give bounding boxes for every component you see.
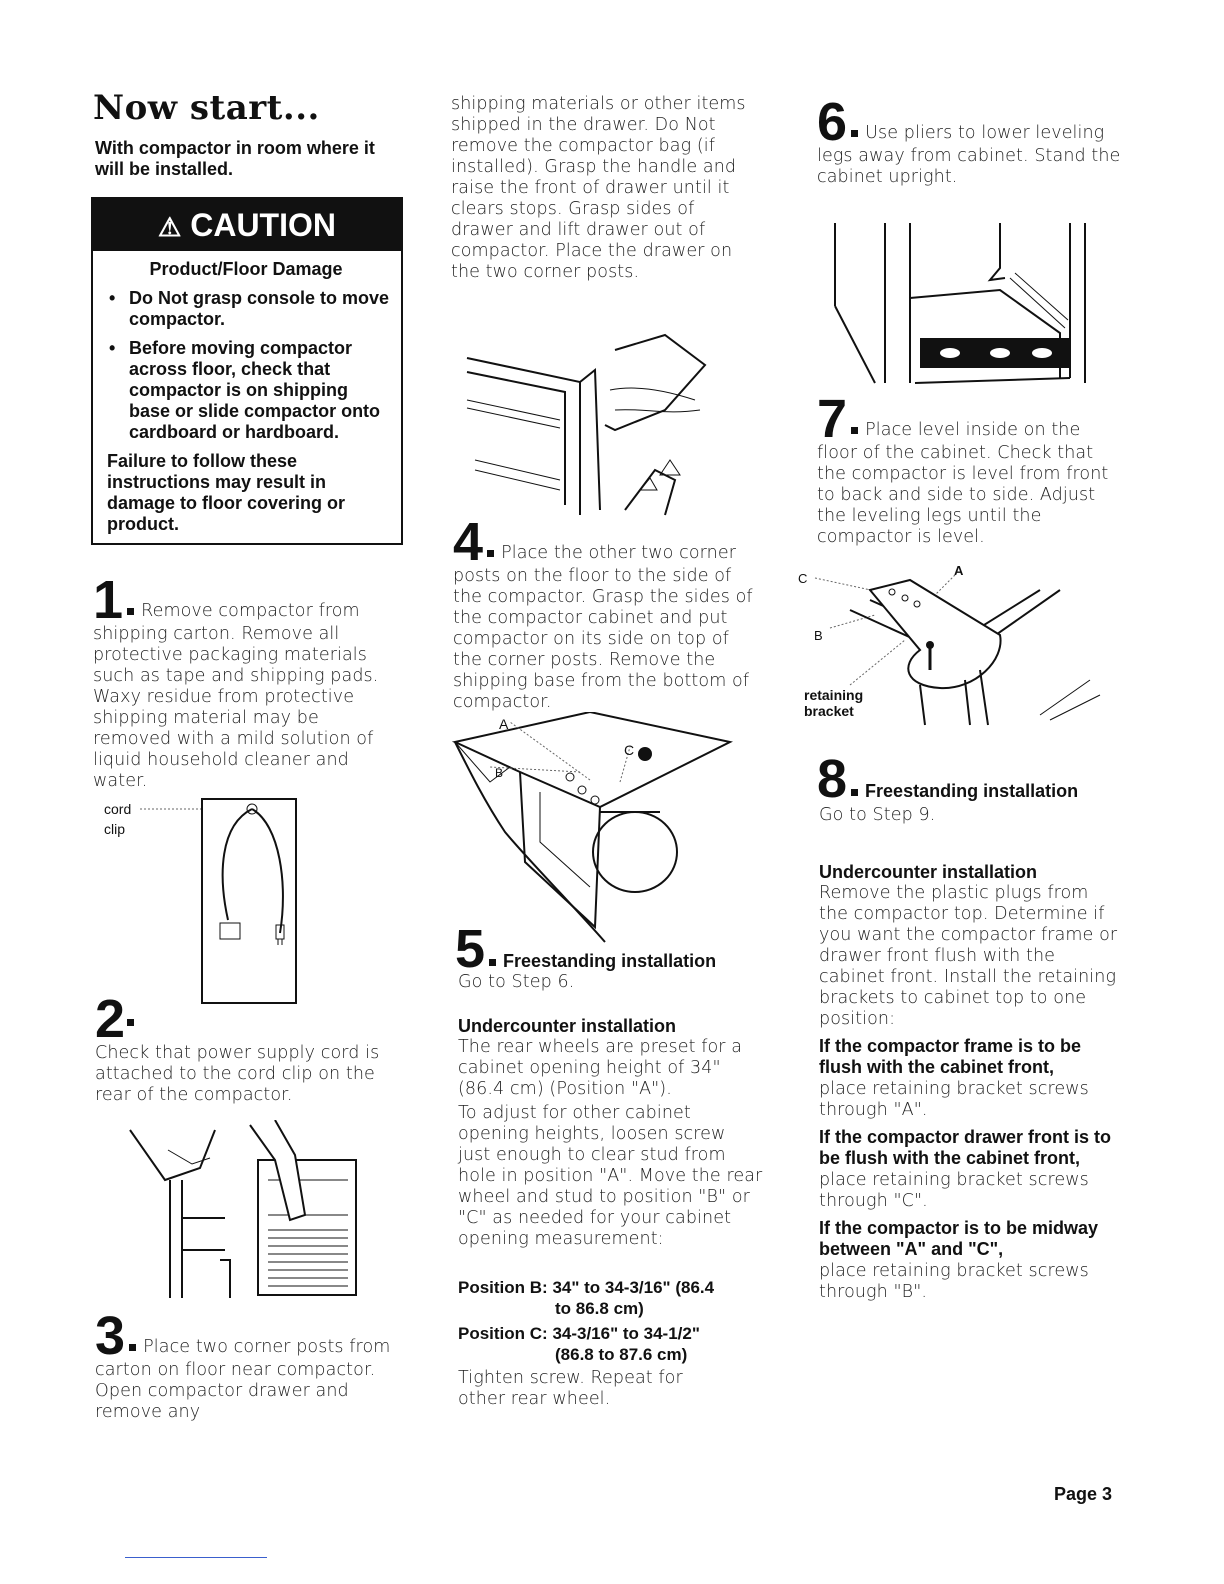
page-title: Now start... — [93, 88, 320, 128]
warning-icon: ⚠ — [158, 212, 182, 242]
compactor-rear-illustration — [120, 1120, 360, 1300]
page-number: Page 3 — [1054, 1484, 1113, 1504]
step-number: 8 — [817, 749, 848, 809]
step-4 — [453, 512, 763, 713]
condition-3-text: place retaining bracket screws through "B". — [819, 1261, 1089, 1302]
step-5-undercounter-text-1: The rear wheels are preset for a cabinet opening height of 34" (86.4 cm) (Position "A"). — [458, 1037, 743, 1099]
bullet-square-icon — [851, 130, 858, 137]
step-8-goto: Go to Step 9. — [819, 805, 936, 825]
step-number: 1 — [93, 570, 124, 630]
label-bracket: bracket — [804, 703, 854, 719]
label-c: C — [798, 571, 808, 586]
step-number: 7 — [817, 389, 848, 449]
cabinet-leveling-illustration — [830, 218, 1100, 388]
step-5-goto: Go to Step 6. — [458, 972, 575, 992]
caution-heading: CAUTION — [190, 207, 336, 243]
step-8-undercounter-text: Remove the plastic plugs from the compactor top. Determine if you want the compactor frame or drawer front flush with the cabinet front. Install the retaining brackets to cabinet top to one position: — [819, 883, 1118, 1029]
step-8-undercounter-heading: Undercounter installation — [819, 862, 1038, 882]
step-2-number: 2 — [95, 989, 126, 1049]
bullet-square-icon — [127, 608, 134, 615]
bullet-square-icon — [851, 789, 858, 796]
page-subtitle: With compactor in room where it will be installed. — [95, 138, 375, 179]
caution-body — [93, 251, 401, 535]
position-b-line-1: Position B: 34" to 34-3/16" (86.4 — [458, 1278, 715, 1297]
label-retaining: retaining — [804, 687, 864, 703]
step-3-text-a: Place two corner posts from carton on floor near compactor. Open compactor drawer and remove any — [95, 1337, 391, 1422]
caution-bullet: • Before moving compactor across floor, check that compactor is on shipping base or slide compactor onto cardboard or hardboard. — [121, 338, 393, 443]
label-c: C — [624, 742, 635, 758]
step-2-text: Check that power supply cord is attached to the cord clip on the rear of the compactor. — [95, 1043, 380, 1105]
step-number: 3 — [95, 1306, 126, 1366]
bullet-square-icon — [127, 1019, 134, 1026]
rear-wheel-illustration — [450, 712, 735, 947]
step-3 — [95, 1306, 395, 1423]
step-1 — [93, 570, 393, 792]
position-c-line-2: (86.8 to 87.6 cm) — [555, 1345, 688, 1364]
caution-list — [99, 288, 393, 443]
step-3-text-b: shipping materials or other items shipped in the drawer. Do Not remove the compactor bag (if installed). Grasp the handle and raise the front of drawer until it clears stops. Grasp sides of drawer and lift drawer out of compactor. Place the drawer on the two corner posts. — [451, 94, 746, 282]
bullet-square-icon — [851, 427, 858, 434]
bullet-square-icon — [487, 550, 494, 557]
label-b: B — [495, 766, 504, 780]
position-b-line-2: to 86.8 cm) — [555, 1299, 644, 1318]
position-c-line-1: Position C: 34-3/16" to 34-1/2" — [458, 1324, 700, 1343]
step-6-text: Use pliers to lower leveling legs away from cabinet. Stand the cabinet upright. — [817, 123, 1121, 187]
step-5-undercounter-heading: Undercounter installation — [458, 1016, 677, 1036]
caution-bullet: • Do Not grasp console to move compactor. — [121, 288, 393, 330]
condition-1-heading: If the compactor frame is to be flush with the cabinet front, — [819, 1036, 1082, 1077]
caution-subheading: Product/Floor Damage — [149, 259, 343, 279]
label-a: A — [954, 563, 964, 578]
step-number: 5 — [455, 919, 486, 979]
cord-clip-illustration — [140, 795, 302, 1010]
step-5-tighten: Tighten screw. Repeat for other rear wheel. — [458, 1368, 683, 1409]
step-8 — [817, 749, 1137, 809]
step-number: 6 — [817, 92, 848, 152]
step-4-text: Place the other two corner posts on the floor to the side of the compactor. Grasp the sides of the compactor cabinet and put compactor on its side on top of the corner posts. Remove the shipping base from the bottom of compactor. — [453, 543, 753, 712]
condition-1-text: place retaining bracket screws through "A". — [819, 1079, 1089, 1120]
label-cord: cord — [104, 801, 132, 817]
step-7-text: Place level inside on the floor of the cabinet. Check that the compactor is level from front to back and side to side. Adjust the leveling legs until the compactor is level. — [817, 420, 1109, 547]
step-5-heading: Freestanding installation — [503, 951, 717, 971]
step-5 — [455, 919, 775, 979]
label-b: B — [814, 628, 823, 643]
condition-2-text: place retaining bracket screws through "C". — [819, 1170, 1089, 1211]
label-clip: clip — [104, 821, 126, 837]
caution-box — [91, 197, 403, 545]
label-a: A — [499, 716, 509, 732]
bullet-square-icon — [489, 959, 496, 966]
step-number — [95, 989, 141, 1049]
bullet-square-icon — [129, 1344, 136, 1351]
condition-3-heading: If the compactor is to be midway between "A" and "C", — [819, 1218, 1099, 1259]
drawer-removal-illustration — [465, 330, 740, 520]
step-1-text: Remove compactor from shipping carton. Remove all protective packaging materials such as tape and shipping pads. Waxy residue from protective shipping material may be removed with a mild solution of liquid household cleaner and water. — [93, 601, 379, 791]
step-7 — [817, 389, 1122, 548]
step-6 — [817, 92, 1122, 188]
caution-warning: Failure to follow these instructions may result in damage to floor covering or product. — [107, 451, 346, 534]
caution-header — [93, 199, 401, 251]
retaining-bracket-illustration — [810, 570, 1110, 740]
step-5-undercounter-text-2: To adjust for other cabinet opening heights, loosen screw just enough to clear stud from hole in position "A". Move the rear wheel and stud to position "B" or "C" as needed for your cabinet opening measurement: — [458, 1103, 763, 1249]
condition-2-heading: If the compactor drawer front is to be flush with the cabinet front, — [819, 1127, 1112, 1168]
step-number: 4 — [453, 512, 484, 572]
footer-rule — [125, 1557, 267, 1558]
step-8-heading: Freestanding installation — [865, 781, 1079, 801]
